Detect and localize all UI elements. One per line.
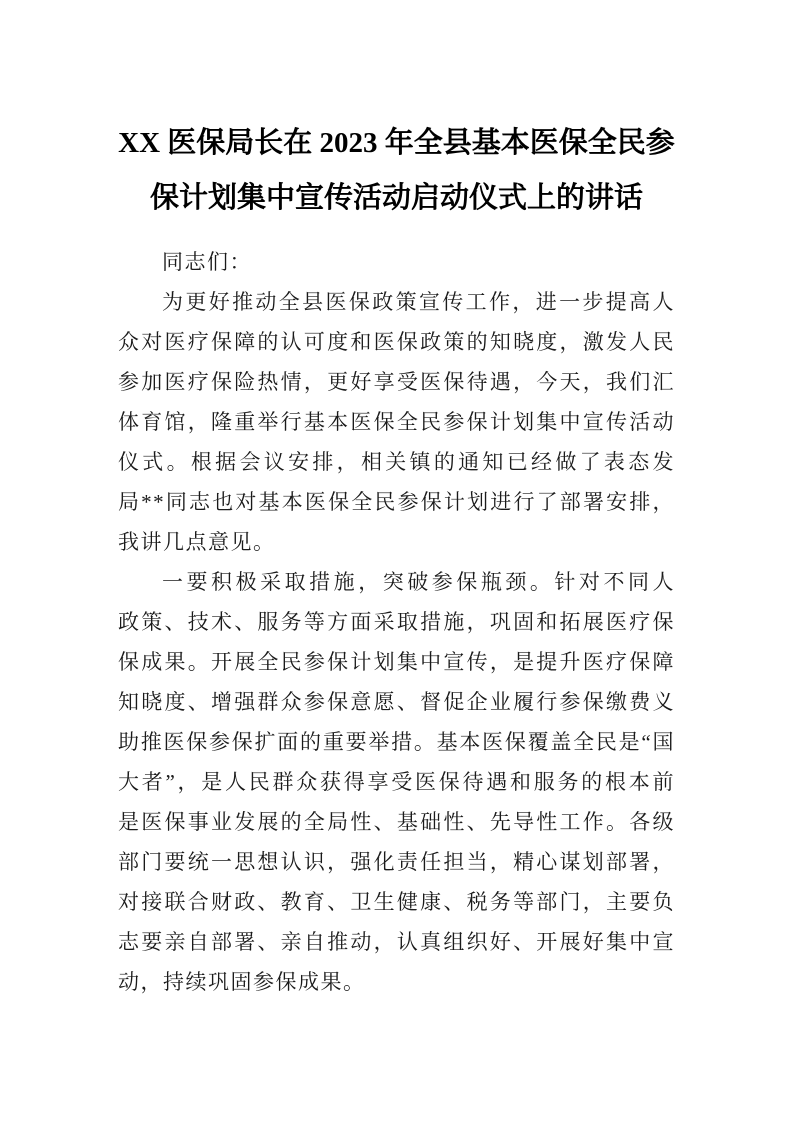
text-line: 为更好推动全县医保政策宣传工作，进一步提高人 <box>162 290 675 314</box>
text-line: 我讲几点意见。 <box>118 530 276 554</box>
text-line: 对接联合财政、教育、卫生健康、税务等部门，主要负 <box>118 890 675 914</box>
paragraph <box>118 282 675 562</box>
text-line: 众对医疗保障的认可度和医保政策的知晓度，激发人民 <box>118 330 675 354</box>
paragraph <box>118 562 675 1002</box>
text-line: 动，持续巩固参保成果。 <box>118 970 366 994</box>
text-line: 局**同志也对基本医保全民参保计划进行了部署安排， <box>118 490 675 514</box>
document-body <box>118 242 675 1002</box>
text-line: 政策、技术、服务等方面采取措施，巩固和拓展医疗保 <box>118 610 675 634</box>
text-line: 同志们： <box>162 250 252 274</box>
document-title <box>118 116 675 226</box>
text-line: 一要积极采取措施，突破参保瓶颈。针对不同人 <box>162 570 675 594</box>
text-line: 参加医疗保险热情，更好享受医保待遇，今天，我们汇 <box>118 370 675 394</box>
text-line: 仪式。根据会议安排，相关镇的通知已经做了表态发 <box>118 450 675 474</box>
text-line: 助推医保参保扩面的重要举措。基本医保覆盖全民是“国 <box>118 730 675 754</box>
text-line: 体育馆，隆重举行基本医保全民参保计划集中宣传活动 <box>118 410 675 434</box>
text-line: 志要亲自部署、亲自推动，认真组织好、开展好集中宣 <box>118 930 675 954</box>
text-line: 是医保事业发展的全局性、基础性、先导性工作。各级 <box>118 810 675 834</box>
title-line-2: 保计划集中宣传活动启动仪式上的讲话 <box>149 182 643 214</box>
text-line: 保成果。开展全民参保计划集中宣传，是提升医疗保障 <box>118 650 675 674</box>
text-line: 知晓度、增强群众参保意愿、督促企业履行参保缴费义 <box>118 690 675 714</box>
title-line-1: XX 医保局长在 2023 年全县基本医保全民参 <box>118 127 675 159</box>
text-line: 部门要统一思想认识，强化责任担当，精心谋划部署， <box>118 850 675 874</box>
text-line: 大者”，是人民群众获得享受医保待遇和服务的根本前 <box>118 770 675 794</box>
paragraph <box>118 242 675 282</box>
